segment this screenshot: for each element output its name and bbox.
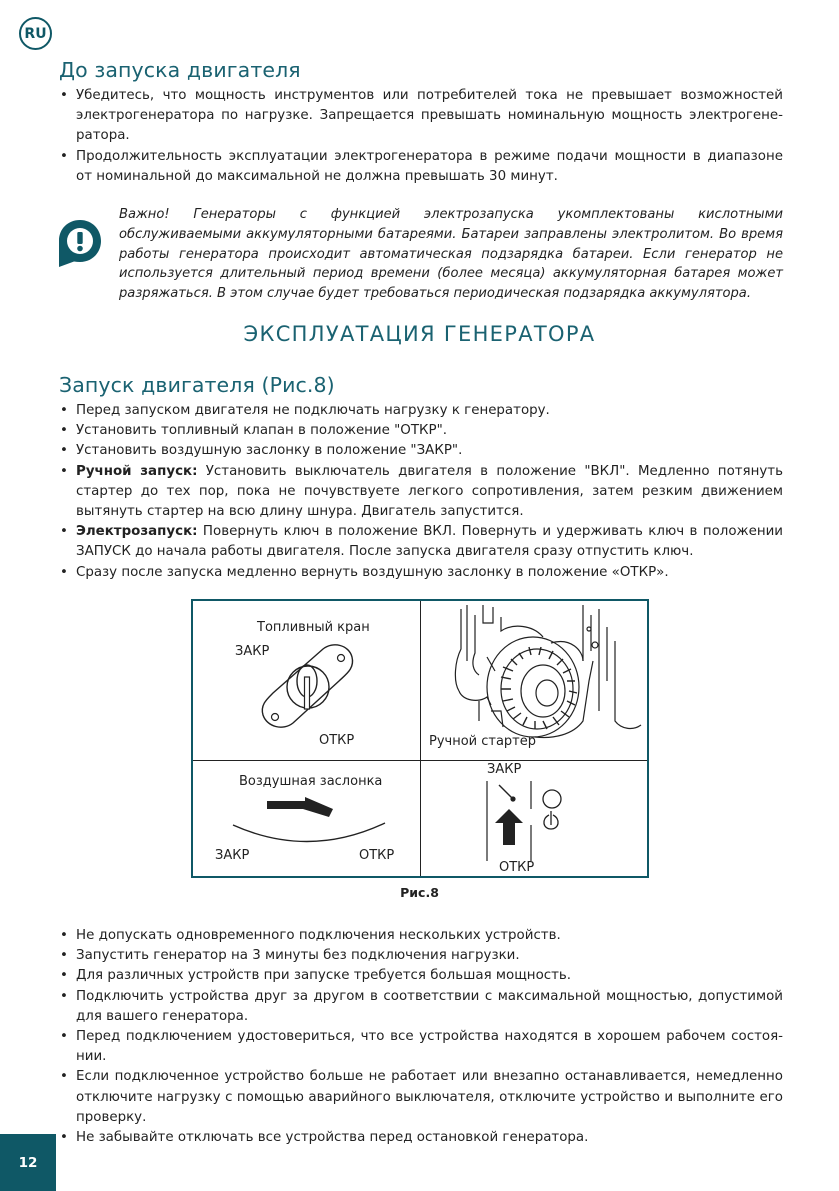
list-item: • Запустить генератор на 3 минуты без подключения нагрузки. xyxy=(59,946,783,966)
list-item: • Если подключенное устройство больше не работает или внезапно останавливается, немедленно отключите нагрузку с помощью аварийного выключателя, отключите устройство и выполните его проверку. xyxy=(59,1067,783,1128)
list-item: • Для различных устройств при запуске требуется большая мощность. xyxy=(59,966,783,986)
exclamation-speech-icon xyxy=(57,218,103,274)
engine-switch-illustration xyxy=(483,779,583,863)
list-item: • Перед подключением удостовериться, что все устройства находятся в хорошем рабочем состоянии. xyxy=(59,1027,783,1067)
bold-lead: Электрозапуск: xyxy=(76,524,198,540)
list-item: • Электрозапуск: Повернуть ключ в положение ВКЛ. Повернуть и удерживать ключ в положении ЗАПУСК до начала работы двигателя. После запуска двигателя сразу отпустить ключ. xyxy=(59,522,783,562)
switch-closed-label: ЗАКР xyxy=(487,762,522,777)
language-badge: RU xyxy=(19,17,52,50)
main-heading: ЭКСПЛУАТАЦИЯ ГЕНЕРАТОРА xyxy=(243,322,596,346)
fuel-tap-title: Топливный кран xyxy=(257,620,370,635)
section-heading-before-start: До запуска двигателя xyxy=(59,58,301,82)
fuel-tap-illustration xyxy=(253,637,363,732)
figure-caption: Рис.8 xyxy=(400,885,439,900)
engine-start-list xyxy=(59,401,783,583)
fuel-tap-closed-label: ЗАКР xyxy=(235,644,270,659)
manual-starter-label: Ручной стартер xyxy=(429,734,537,749)
section-heading-engine-start: Запуск двигателя (Рис.8) xyxy=(59,373,335,397)
before-start-list xyxy=(59,86,783,187)
figure-8 xyxy=(191,599,649,878)
choke-title: Воздушная заслонка xyxy=(239,774,383,789)
choke-illustration xyxy=(229,795,389,847)
list-item: • Установить воздушную заслонку в положение "ЗАКР". xyxy=(59,441,783,461)
list-item: • Установить топливный клапан в положение "ОТКР". xyxy=(59,421,783,441)
bold-lead: Ручной запуск: xyxy=(76,463,198,479)
list-item: • Сразу после запуска медленно вернуть воздушную заслонку в положение «ОТКР». xyxy=(59,563,783,583)
connection-list xyxy=(59,926,783,1148)
switch-open-label: ОТКР xyxy=(499,860,535,875)
figure-divider xyxy=(193,760,647,761)
list-item: • Не забывайте отключать все устройства перед остановкой генератора. xyxy=(59,1128,783,1148)
manual-starter-illustration xyxy=(423,601,645,741)
list-item: • Не допускать одновременного подключения нескольких устройств. xyxy=(59,926,783,946)
choke-open-label: ОТКР xyxy=(359,848,395,863)
list-item: • Убедитесь, что мощность инструментов или потребителей тока не превышает возможностей электрогенератора по нагрузке. Запрещается превышать номинальную мощность электрогенератора. xyxy=(59,86,783,147)
list-item: • Ручной запуск: Установить выключатель двигателя в положение "ВКЛ". Медленно потянуть стартер до тех пор, пока не почувствуете легкого сопротивления, затем резким движением вытянуть стартер на всю длину шнура. Двигатель запустится. xyxy=(59,462,783,523)
important-note: Важно! Генераторы с функцией электрозапуска укомплектованы кислотными обслуживаемыми аккумуляторными батареями. Батареи заправлены электролитом. Во время работы генератора происходит автоматическая подзарядка батареи. Если генератор не используется длительный период времени (более месяца) аккумуляторная батарея может разряжаться. В этом случае будет требоваться периодическая подзарядка аккумулятора. xyxy=(119,207,783,302)
list-item: • Подключить устройства друг за другом в соответствии с максимальной мощностью, допустимой для вашего генератора. xyxy=(59,987,783,1027)
fuel-tap-open-label: ОТКР xyxy=(319,733,355,748)
list-item: • Перед запуском двигателя не подключать нагрузку к генератору. xyxy=(59,401,783,421)
figure-divider xyxy=(420,601,421,876)
choke-closed-label: ЗАКР xyxy=(215,848,250,863)
list-item: • Продолжительность эксплуатации электрогенератора в режиме подачи мощности в диапазоне от номинальной до максимальной не должна превышать 30 минут. xyxy=(59,147,783,187)
page-number: 12 xyxy=(0,1134,56,1191)
